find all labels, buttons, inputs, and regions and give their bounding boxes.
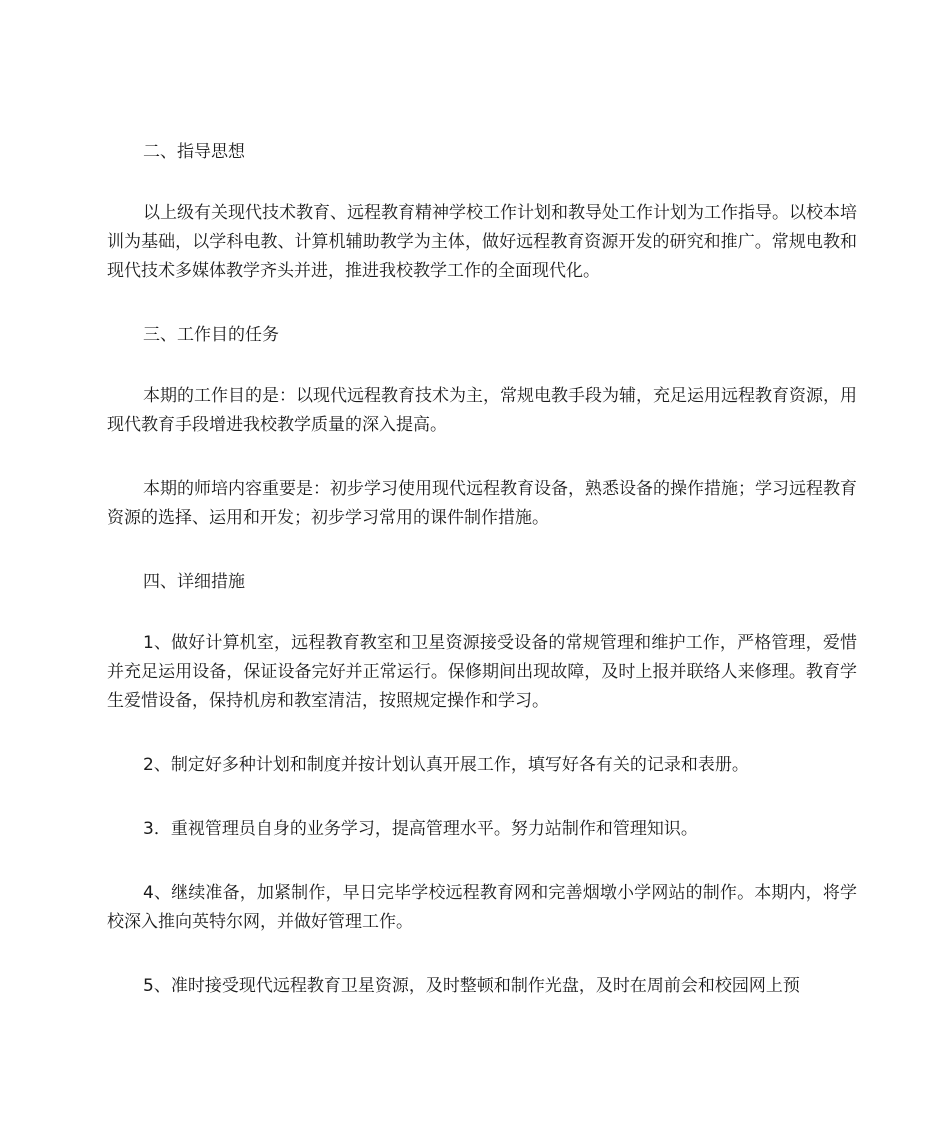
document-page <box>107 138 857 1036</box>
measure-item-4: 4、继续准备，加紧制作，早日完毕学校远程教育网和完善烟墩小学网站的制作。本期内，将学校深入推向英特尔网，并做好管理工作。 <box>107 883 857 932</box>
measure-item-5: 5、准时接受现代远程教育卫星资源，及时整顿和制作光盘，及时在周前会和校园网上预 <box>143 976 800 996</box>
paragraph-guiding-thought: 以上级有关现代技术教育、远程教育精神学校工作计划和教导处工作计划为工作指导。以校本培训为基础，以学科电教、计算机辅助教学为主体，做好远程教育资源开发的研究和推广。常规电教和现代技术多媒体教学齐头并进，推进我校教学工作的全面现代化。 <box>107 203 857 281</box>
paragraph-work-goal: 本期的工作目的是：以现代远程教育技术为主，常规电教手段为辅，充足运用远程教育资源，用现代教育手段增进我校教学质量的深入提高。 <box>107 386 857 435</box>
paragraph-teacher-training: 本期的师培内容重要是：初步学习使用现代远程教育设备，熟悉设备的操作措施；学习远程教育资源的选择、运用和开发；初步学习常用的课件制作措施。 <box>107 479 857 528</box>
section-heading-work-goals: 三、工作目的任务 <box>143 325 279 345</box>
measure-item-3: 3．重视管理员自身的业务学习，提高管理水平。努力站制作和管理知识。 <box>143 819 698 839</box>
section-heading-guiding-thought: 二、指导思想 <box>143 142 245 162</box>
section-heading-measures: 四、详细措施 <box>143 572 245 592</box>
measure-item-1: 1、做好计算机室，远程教育教室和卫星资源接受设备的常规管理和维护工作，严格管理，爱惜并充足运用设备，保证设备完好并正常运行。保修期间出现故障，及时上报并联络人来修理。教育学生爱惜设备，保持机房和教室清洁，按照规定操作和学习。 <box>107 633 857 711</box>
measure-item-2: 2、制定好多种计划和制度并按计划认真开展工作，填写好各有关的记录和表册。 <box>143 755 749 775</box>
